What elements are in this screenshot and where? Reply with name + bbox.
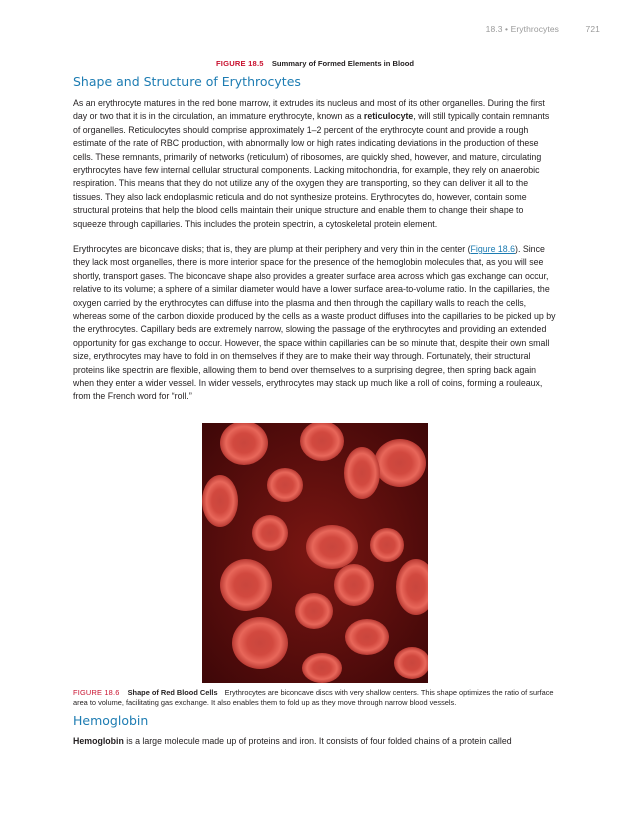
paragraph-hemoglobin bbox=[73, 735, 557, 748]
text-run: ). Since they lack most organelles, there is more interior space for the presence of the hemoglobin molecules that, as you will see shortly, transport gases. The biconcave shape also provides a greater surface area across which gas exchange can occur, relative to its volume; a sphere of a similar diameter would have a lower surface area-to-volume ratio. In the capillaries, the oxygen carried by the erythrocytes can diffuse into the plasma and then through the capillary walls to reach the cells, whereas some of the carbon dioxide produced by the cells as a waste product diffuses into the capillaries to be picked up by the erythrocytes. Capillary beds are extremely narrow, slowing the passage of the erythrocytes and providing an extended opportunity for gas exchange to occur. However, the space within capillaries can be so minute that, despite their own small size, erythrocytes may have to fold in on themselves if they are to make their way through. Fortunately, their structural proteins like spectrin are flexible, allowing them to bend over themselves to a surprising degree, then spring back again when they enter a wider vessel. In wider vessels, erythrocytes may stack up much like a roll of coins, forming a rouleaux, from the French word for “roll.” bbox=[73, 244, 556, 402]
section-heading-shape: Shape and Structure of Erythrocytes bbox=[73, 74, 301, 89]
figure-18-6-caption bbox=[73, 688, 557, 708]
text-run: As an erythrocyte matures in the red bone marrow, it extrudes its nucleus and most of its other organelles. During the first day or two that it is in the circulation, an immature erythrocyte, known as a bbox=[73, 98, 545, 122]
figure-title: Summary of Formed Elements in Blood bbox=[271, 59, 415, 68]
paragraph-biconcave bbox=[73, 243, 557, 404]
section-heading-hemoglobin: Hemoglobin bbox=[73, 713, 149, 728]
page-number: 721 bbox=[585, 24, 600, 34]
figure-caption-text: Erythrocytes are biconcave discs with very shallow centers. This shape optimizes the ratio of surface area to volume, facilitating gas exchange. It also enables them to fold up as they move through narrow blood vessels. bbox=[73, 688, 554, 708]
figure-label: FIGURE 18.6 bbox=[73, 688, 120, 697]
key-term-hemoglobin: Hemoglobin bbox=[73, 736, 124, 746]
figure-title: Shape of Red Blood Cells bbox=[127, 688, 218, 697]
text-run: Erythrocytes are biconcave disks; that is, they are plump at their periphery and very thin in the center ( bbox=[73, 244, 471, 254]
text-run: is a large molecule made up of proteins and iron. It consists of four folded chains of a protein called bbox=[123, 736, 512, 746]
text-run: , will still typically contain remnants of organelles. Reticulocytes should comprise approximately 1–2 percent of the erythrocyte count and provide a rough estimate of the rate of RBC production, with abnormally low or high rates indicating deviations in the production of these cells. These remnants, primarily of networks (reticulum) of ribosomes, are quickly shed, however, and mature, circulating erythrocytes have few internal cellular structural components. Lacking mitochondria, for example, they rely on anaerobic respiration. This means that they do not utilize any of the oxygen they are transporting, so they can deliver it all to the tissues. They also lack endoplasmic reticula and do not synthesize proteins. Erythrocytes do, however, contain some structural proteins that help the blood cells maintain their unique structure and enable them to change their shape to squeeze through capillaries. This includes the protein spectrin, a cytoskeletal protein element. bbox=[73, 111, 550, 229]
key-term-reticulocyte: reticulocyte bbox=[363, 111, 414, 122]
paragraph-reticulocyte bbox=[73, 97, 557, 231]
section-label: 18.3 • Erythrocytes bbox=[485, 24, 560, 34]
figure-18-5-caption bbox=[0, 59, 630, 68]
figure-label: FIGURE 18.5 bbox=[215, 59, 264, 68]
figure-18-6-link[interactable]: Figure 18.6 bbox=[470, 244, 516, 254]
red-blood-cells-image bbox=[202, 423, 428, 683]
running-head bbox=[486, 24, 600, 34]
